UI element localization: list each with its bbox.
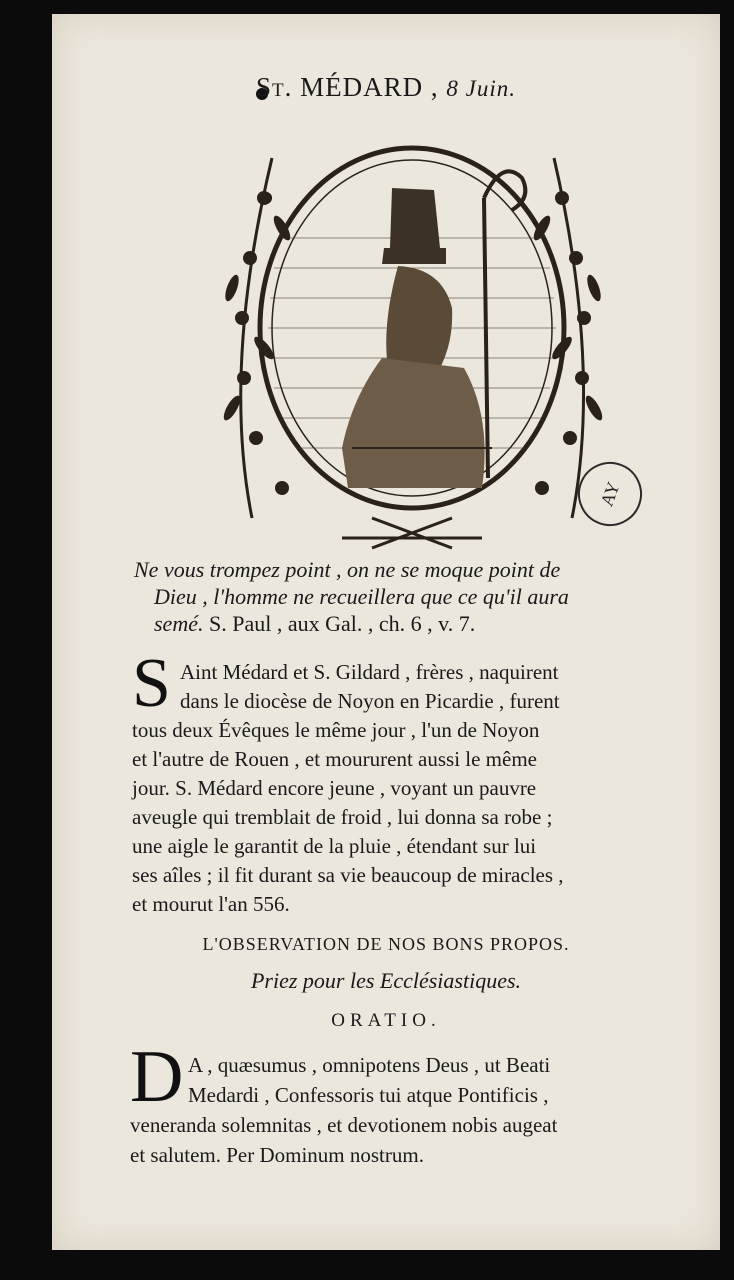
epigraph-line: Dieu , l'homme ne recueillera que ce qu'il aura: [154, 584, 569, 609]
prayer-line: et salutem. Per Dominum nostrum.: [130, 1143, 424, 1167]
epigraph-word: semé.: [154, 611, 204, 636]
title-prefix: St.: [256, 72, 293, 102]
paragraph-line: Aint Médard et S. Gildard , frères , naquirent: [180, 660, 559, 684]
paragraph-line: une aigle le garantit de la pluie , étendant sur lui: [132, 834, 537, 858]
prayer-paragraph: [130, 1050, 710, 1170]
paragraph-line: et mourut l'an 556.: [132, 892, 290, 916]
section-subheading: Priez pour les Ecclésiastiques.: [250, 968, 522, 993]
section-heading: L'OBSERVATION DE NOS BONS PROPOS.: [202, 934, 570, 954]
paragraph-line: aveugle qui tremblait de froid , lui donna sa robe ;: [132, 805, 553, 829]
paragraph-line: ses aîles ; il fit durant sa vie beaucoup de miracles ,: [132, 863, 564, 887]
stamp-text: AY: [595, 478, 624, 509]
saint-engraving: [202, 118, 622, 558]
epigraph-reference: S. Paul , aux Gal. , ch. 6 , v. 7.: [203, 611, 476, 636]
drop-cap: D: [130, 1036, 184, 1118]
prayer-line: Medardi , Confessoris tui atque Pontificis ,: [188, 1083, 549, 1107]
page-title: [52, 72, 720, 103]
paragraph-line: dans le diocèse de Noyon en Picardie , furent: [180, 689, 560, 713]
biography-paragraph: [132, 658, 704, 919]
printed-sheet: [52, 14, 720, 1250]
drop-cap: S: [132, 645, 171, 722]
paragraph-line: et l'autre de Rouen , et moururent aussi le même: [132, 747, 537, 771]
paragraph-line: jour. S. Médard encore jeune , voyant un pauvre: [132, 776, 537, 800]
oratio-title: ORATIO.: [331, 1010, 441, 1031]
title-date: 8 Juin.: [446, 76, 516, 101]
prayer-line: veneranda solemnitas , et devotionem nobis augeat: [130, 1113, 558, 1137]
epigraph-line: Ne vous trompez point , on ne se moque point de: [134, 557, 561, 582]
title-name: MÉDARD ,: [300, 72, 439, 102]
epigraph: [134, 556, 694, 637]
prayer-line: A , quæsumus , omnipotens Deus , ut Beati: [188, 1053, 551, 1077]
paragraph-line: tous deux Évêques le même jour , l'un de Noyon: [132, 718, 540, 742]
